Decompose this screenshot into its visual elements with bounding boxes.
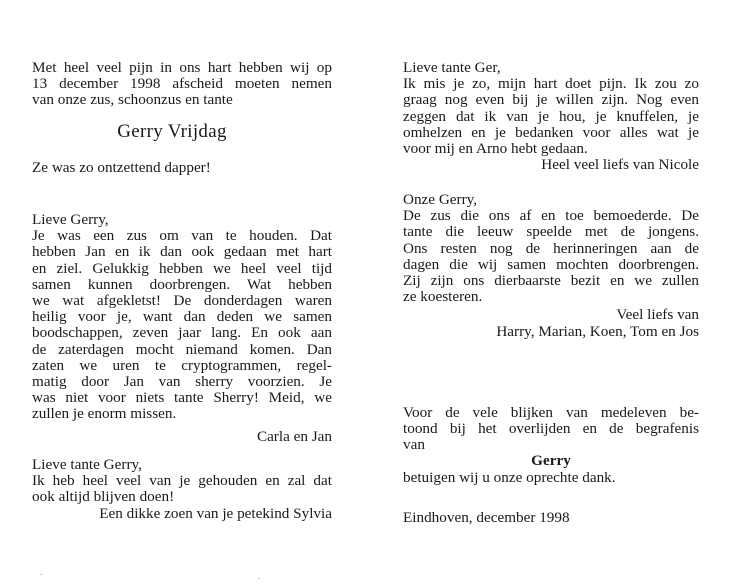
letter-line: ook altijd blijven doen! <box>32 488 175 506</box>
letter-line: Je was een zus om van te houden. Dat <box>32 227 332 245</box>
letter-greeting: Lieve tante Gerry, <box>32 456 142 473</box>
letter-line: graag nog even bij je willen zijn. Nog even <box>403 91 699 109</box>
scan-speck <box>40 574 42 575</box>
letter-family <box>403 192 699 340</box>
letter-line: Ik mis je zo, mijn hart doet pijn. Ik zou zo <box>403 75 699 93</box>
letter-line: Ons resten nog de herinneringen aan de <box>403 239 699 257</box>
letter-line: heilig voor je, want dan deden we samen <box>32 308 332 326</box>
letter-line: voor mij en Arno hebt gedaan. <box>403 140 588 158</box>
letter-signature: Heel veel liefs van Nicole <box>541 156 699 174</box>
letter-line: boodschappen, zeven jaar lang. En ook aan <box>32 324 332 342</box>
letter-signature-names: Harry, Marian, Koen, Tom en Jos <box>496 322 699 340</box>
thanks-line: van <box>403 436 425 454</box>
scan-speck <box>258 578 260 579</box>
letter-greeting: Lieve Gerry, <box>32 211 109 228</box>
letter-carla-jan <box>32 212 332 445</box>
letter-line: was niet voor niets tante Sherry! Meid, we <box>32 389 332 407</box>
letter-signature: Een dikke zoen van je petekind Sylvia <box>99 504 332 522</box>
letter-line: matig door Jan van sherry voorzien. Je <box>32 373 332 391</box>
letter-line: ze koesteren. <box>403 288 483 306</box>
letter-line: we wat afgekletst! De donderdagen waren <box>32 292 332 310</box>
letter-greeting: Lieve tante Ger, <box>403 59 501 76</box>
letter-line: en ziel. Gelukkig hebben we heel veel tijd <box>32 259 332 277</box>
letter-line: samen kunnen doorbrengen. Wat hebben <box>32 275 332 293</box>
place-date-text: Eindhoven, december 1998 <box>403 509 570 526</box>
letter-nicole <box>403 60 699 173</box>
tagline <box>32 160 332 176</box>
letter-line: zullen je enorm missen. <box>32 405 177 423</box>
letter-line: de zaterdagen mocht niemand komen. Dan <box>32 340 332 358</box>
letter-line: tante die leeuw speelde met de jongens. <box>403 223 699 241</box>
intro-line: van onze zus, schoonzus en tante <box>32 91 233 109</box>
thanks-notice <box>403 405 699 486</box>
place-date <box>403 510 699 526</box>
thanks-line: Voor de vele blijken van medeleven be- <box>403 404 699 421</box>
intro-line: Met heel veel pijn in ons hart hebben wij op <box>32 59 332 76</box>
thanks-line: toond bij het overlijden en de begrafenis <box>403 420 699 438</box>
thanks-name: Gerry <box>531 451 571 469</box>
letter-line: dagen die wij samen mochten doorbrengen. <box>403 255 699 273</box>
letter-sylvia <box>32 457 332 522</box>
letter-line: omhelzen en je bedanken voor alles wat je <box>403 123 699 141</box>
letter-signature: Veel liefs van <box>616 306 699 324</box>
tagline-text: Ze was zo ontzettend dapper! <box>32 159 211 176</box>
letter-line: hebben Jan en ik dan ook gedaan met hart <box>32 243 332 261</box>
letter-line: zaten we uren te cryptogrammen, regel- <box>32 356 332 374</box>
thanks-closing: betuigen wij u onze oprechte dank. <box>403 468 616 486</box>
letter-line: zeggen dat ik van je hou, je knuffelen, je <box>403 107 699 125</box>
letter-line: Zij zijn ons dierbaarste bezit en we zullen <box>403 272 699 290</box>
letter-signature: Carla en Jan <box>256 427 332 445</box>
deceased-name: Gerry Vrijdag <box>117 121 227 142</box>
letter-greeting: Onze Gerry, <box>403 191 478 208</box>
intro-text <box>32 60 332 109</box>
letter-line: De zus die ons af en toe bemoederde. De <box>403 207 699 225</box>
letter-line: Ik heb heel veel van je gehouden en zal dat <box>32 472 332 490</box>
intro-line: 13 december 1998 afscheid moeten nemen <box>32 75 332 93</box>
